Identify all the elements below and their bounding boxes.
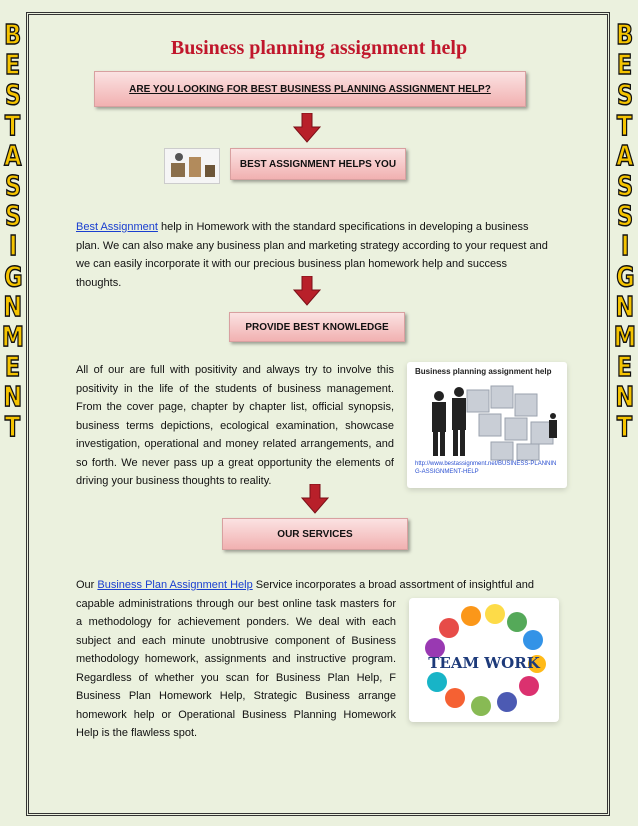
side-letters-right: [614, 20, 636, 443]
side-letter-left: E: [5, 48, 21, 82]
side-letter-left: G: [3, 259, 23, 293]
side-letter-left: I: [8, 229, 18, 263]
side-letter-right: B: [616, 18, 634, 51]
side-letter-right: A: [616, 138, 634, 172]
side-letter-left: N: [3, 289, 23, 323]
provide-best-knowledge-text: PROVIDE BEST KNOWLEDGE: [245, 321, 389, 333]
business-image-url[interactable]: http://www.bestassignment.net/BUSINESS-PLANNING-ASSIGNMENT-HELP: [415, 461, 557, 475]
page-title: Business planning assignment help: [170, 37, 468, 59]
side-letter-right: E: [617, 48, 633, 82]
our-services-box: [222, 518, 408, 550]
side-letter-left: S: [4, 78, 22, 112]
side-letter-left: A: [4, 138, 22, 172]
side-letter-left: S: [4, 199, 22, 233]
services-first-line-text: Service incorporates a broad assortment of insightful and: [252, 579, 534, 591]
side-letter-left: M: [1, 319, 25, 353]
side-letter-right: T: [617, 108, 633, 142]
banner-question-text: ARE YOU LOOKING FOR BEST BUSINESS PLANNING ASSIGNMENT HELP?: [129, 83, 491, 95]
down-arrow-icon: [292, 276, 322, 306]
best-assignment-helps-text: BEST ASSIGNMENT HELPS YOU: [239, 158, 397, 170]
side-letter-left: E: [5, 350, 21, 384]
side-letter-right: S: [616, 199, 634, 233]
side-letter-right: N: [615, 380, 635, 414]
team-work-image: [409, 598, 559, 722]
side-letter-right: I: [620, 229, 630, 263]
side-letters-left: [2, 20, 24, 443]
side-letter-right: S: [616, 168, 634, 202]
side-letter-left: T: [5, 108, 21, 142]
services-body-text: capable administrations through our best online task masters for a methodology for achievement ponders. We deal with each subject and each minute unobtrusive component of Business methodology homework, assignments and instructive program. Regardless of whether you scan for Business Plan Help, F Business Plan Homework Help, Strategic Business arrange homework help or Operational Business Planning Homework Help is the flawless spot.: [76, 597, 396, 739]
side-letter-left: T: [5, 410, 21, 444]
business-image-caption: Business planning assignment help: [415, 367, 552, 376]
team-work-text: TEAM WORK: [428, 654, 540, 672]
side-letter-right: T: [617, 410, 633, 444]
down-arrow-icon: [292, 113, 322, 143]
our-services-text: OUR SERVICES: [277, 528, 353, 540]
down-arrow-icon: [300, 484, 330, 514]
services-prefix: Our: [76, 579, 98, 591]
business-planning-image: [407, 362, 567, 488]
business-thumbnail-image: [164, 148, 220, 184]
side-letter-right: S: [616, 78, 634, 112]
best-assignment-helps-box: [230, 148, 406, 180]
banner-question-box: [94, 71, 526, 107]
side-letter-left: S: [4, 168, 22, 202]
provide-best-knowledge-box: [229, 312, 405, 342]
paragraph-services-first-line: [76, 576, 562, 595]
side-letter-right: N: [615, 289, 635, 323]
side-letter-right: E: [617, 350, 633, 384]
paragraph-positivity: All of our are full with positivity and always try to involve this positivity in the life of the students of business management. From the cover page, chapter by chapter list, official synopsis, business terms depictions, ecological examination, showcase investigation, operational and money related arrangements, and so forth. We never pass up a great opportunity the elements of driving your business thoughts to reality.: [76, 364, 394, 487]
side-letter-left: B: [4, 18, 22, 51]
side-letter-left: N: [3, 380, 23, 414]
paragraph-services: [76, 595, 396, 743]
paragraph-best-assignment-body: help in Homework with the standard specifications in developing a business plan. We can also make any business plan and marketing strategy according to your request and we can easily incorporate it with our precious business plan homework help and success thoughts.: [76, 221, 548, 289]
side-letter-right: M: [613, 319, 637, 353]
best-assignment-link[interactable]: Best Assignment: [76, 221, 158, 233]
business-plan-assignment-help-link[interactable]: Business Plan Assignment Help: [97, 579, 253, 591]
side-letter-right: G: [615, 259, 635, 293]
